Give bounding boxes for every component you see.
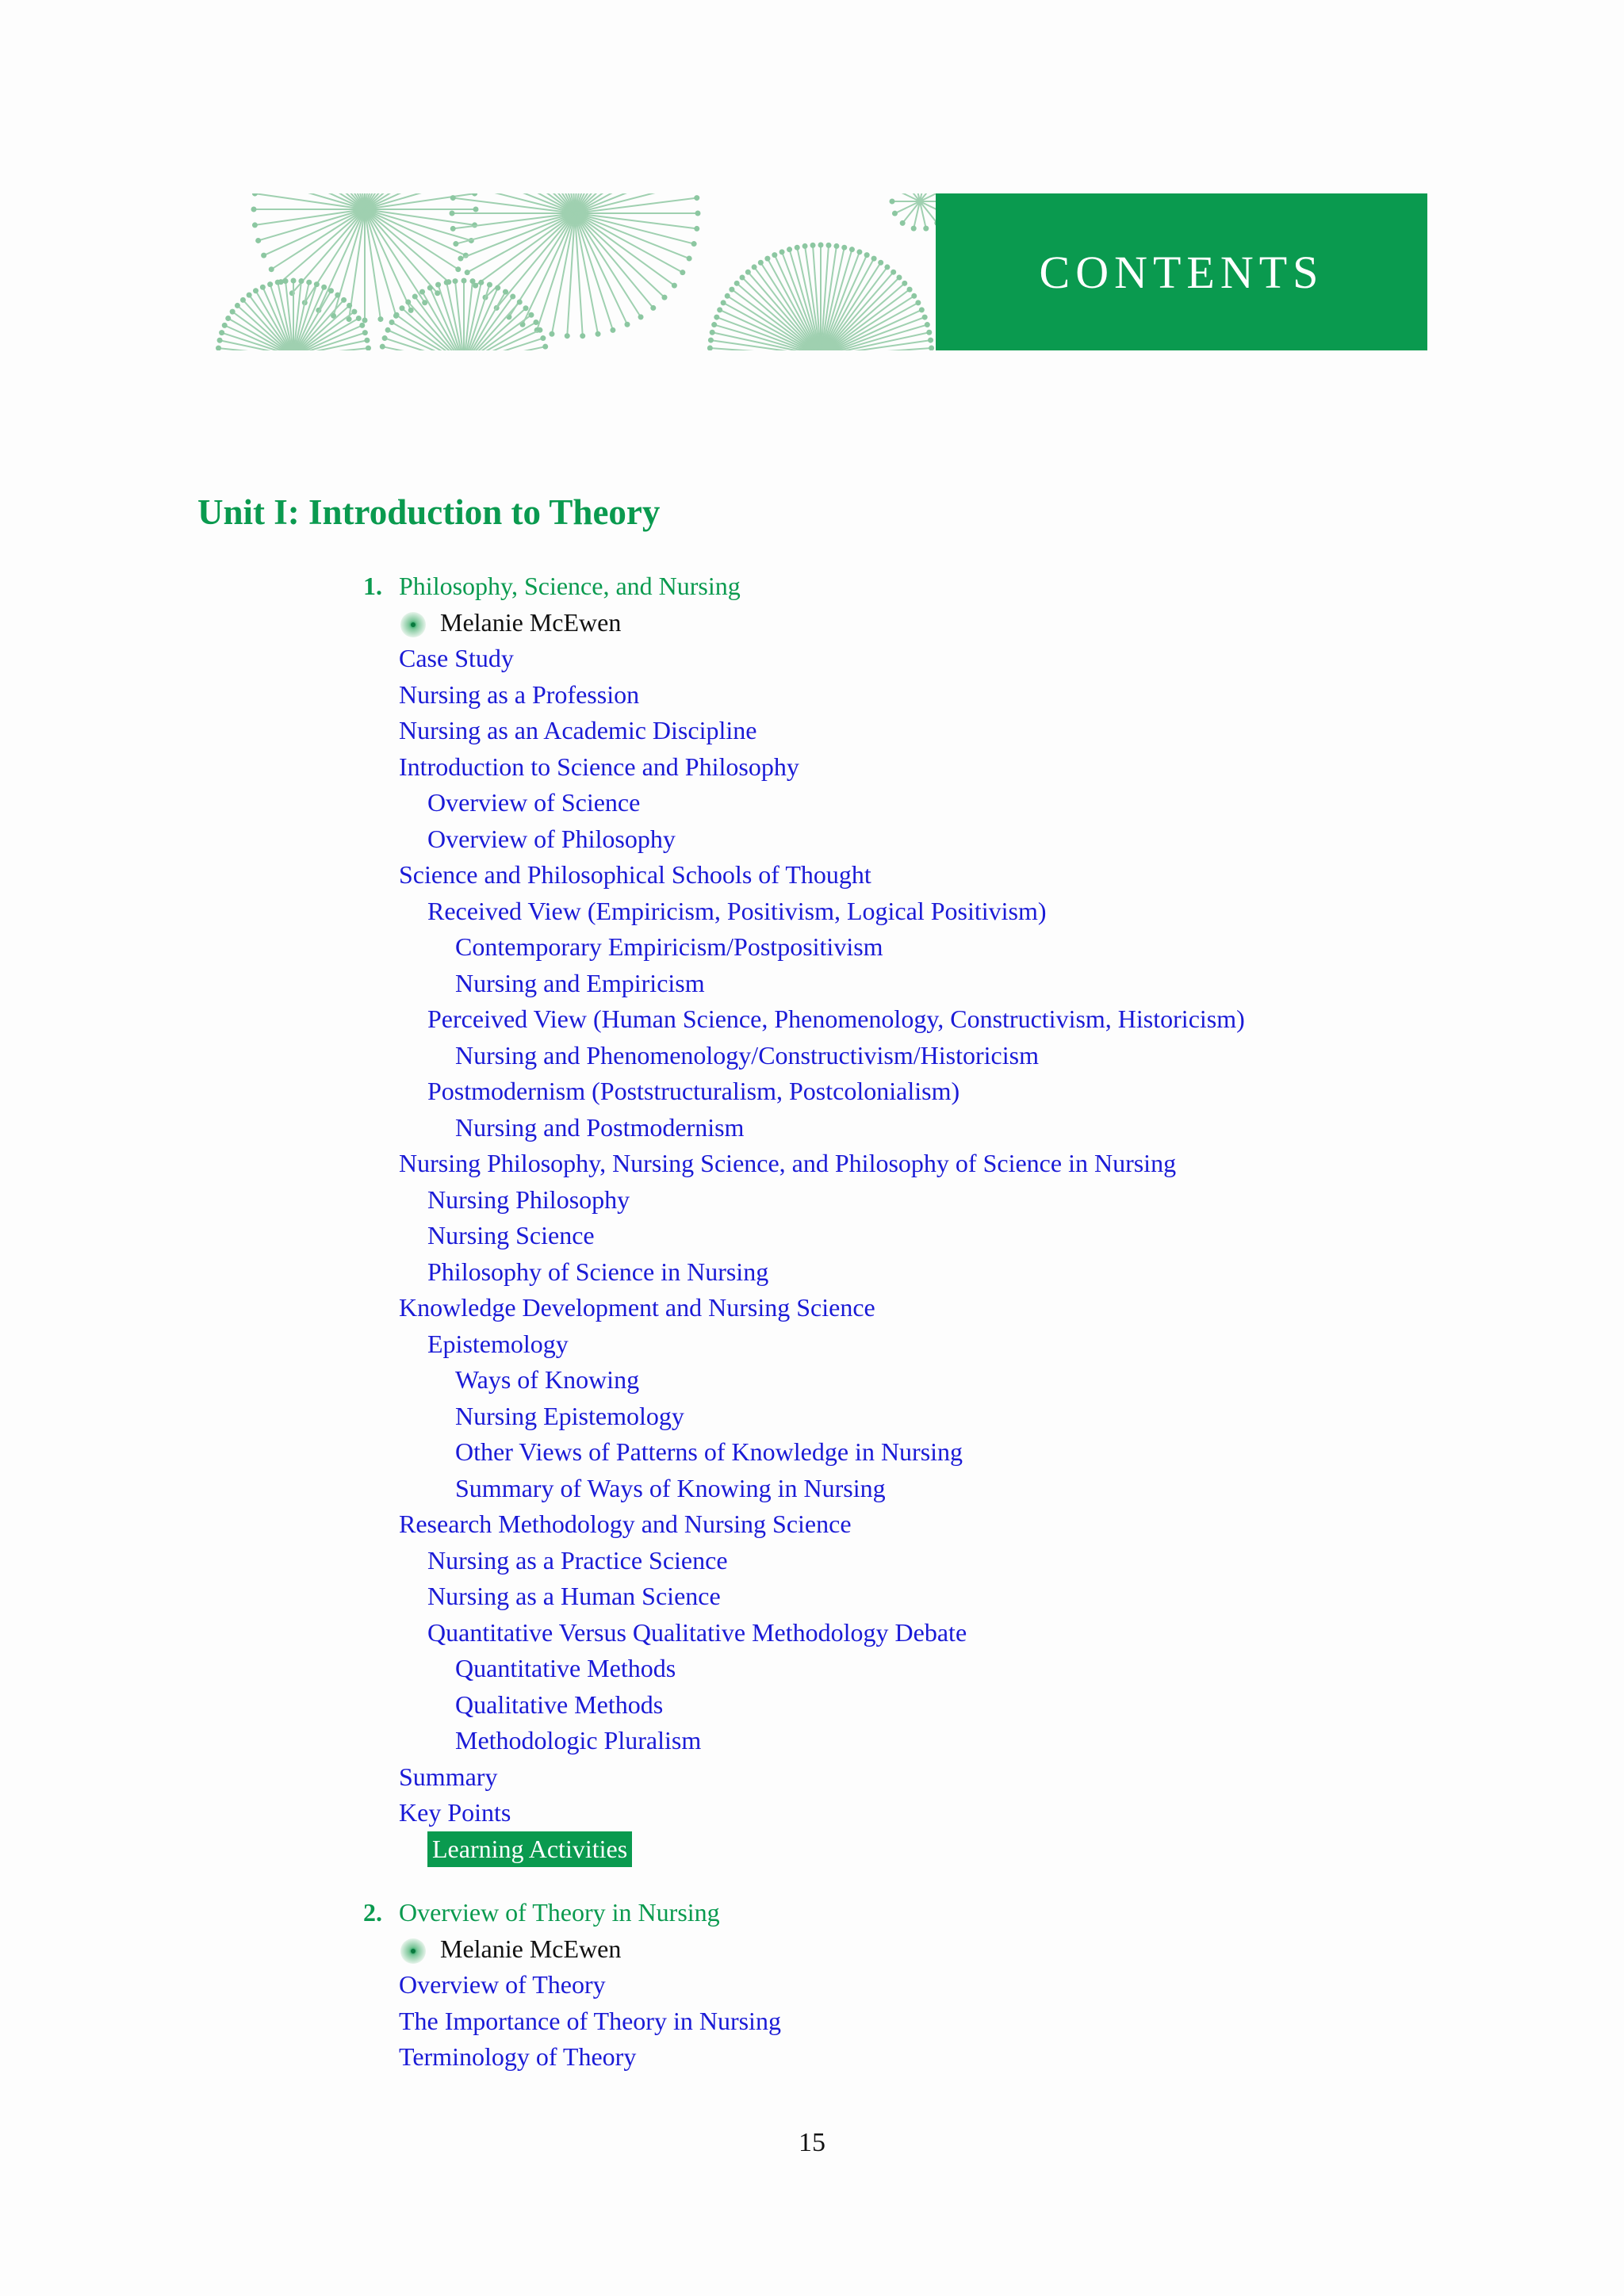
toc-link[interactable]: Quantitative Methods bbox=[455, 1654, 676, 1682]
chapter-title[interactable]: Philosophy, Science, and Nursing bbox=[399, 572, 741, 600]
contents-banner bbox=[202, 193, 1427, 350]
toc-link[interactable]: Key Points bbox=[399, 1798, 511, 1827]
unit-title: Unit I: Introduction to Theory bbox=[197, 492, 661, 532]
toc-link[interactable]: Nursing and Empiricism bbox=[455, 968, 705, 997]
author-badge-icon bbox=[400, 611, 427, 638]
toc-link[interactable]: Terminology of Theory bbox=[399, 2042, 637, 2071]
contents-title: CONTENTS bbox=[1039, 246, 1324, 298]
page-number: 15 bbox=[799, 2128, 825, 2157]
toc-link[interactable]: Quantitative Versus Qualitative Methodology Debate bbox=[427, 1617, 967, 1647]
toc-link[interactable]: Ways of Knowing bbox=[455, 1365, 640, 1394]
toc-link[interactable]: Qualitative Methods bbox=[455, 1689, 664, 1719]
toc-link[interactable]: Case Study bbox=[399, 644, 514, 672]
toc-link[interactable]: Perceived View (Human Science, Phenomenology, Constructivism, Historicism) bbox=[427, 1004, 1245, 1033]
decorative-dandelion-icon bbox=[202, 193, 940, 350]
toc-link[interactable]: Postmodernism (Poststructuralism, Postcolonialism) bbox=[427, 1077, 960, 1105]
toc-link[interactable]: Nursing as an Academic Discipline bbox=[399, 716, 757, 744]
toc-link[interactable]: Nursing as a Profession bbox=[399, 679, 640, 709]
author-name: Melanie McEwen bbox=[440, 607, 622, 637]
toc-link[interactable]: Other Views of Patterns of Knowledge in Nursing bbox=[455, 1437, 963, 1466]
author-name: Melanie McEwen bbox=[440, 1934, 622, 1963]
toc-link[interactable]: Overview of Science bbox=[427, 788, 641, 817]
toc-link[interactable]: Nursing as a Human Science bbox=[427, 1582, 721, 1610]
toc-link[interactable]: Research Methodology and Nursing Science bbox=[399, 1510, 852, 1538]
toc-link[interactable]: Overview of Theory bbox=[399, 1970, 606, 1999]
author-badge-icon bbox=[400, 1938, 427, 1965]
toc-link[interactable]: Nursing Philosophy, Nursing Science, and Philosophy of Science in Nursing bbox=[399, 1149, 1177, 1177]
toc-link[interactable]: Philosophy of Science in Nursing bbox=[427, 1257, 769, 1286]
toc-link[interactable]: Overview of Philosophy bbox=[427, 824, 676, 853]
toc-link[interactable]: Received View (Empiricism, Positivism, Logical Positivism) bbox=[427, 896, 1047, 925]
chapter-number: 1. bbox=[363, 572, 382, 600]
toc-link[interactable]: Methodologic Pluralism bbox=[455, 1726, 702, 1755]
toc-link-highlighted[interactable]: Learning Activities bbox=[427, 1831, 632, 1867]
toc-link[interactable]: Nursing Philosophy bbox=[427, 1184, 630, 1214]
toc-link[interactable]: Contemporary Empiricism/Postpositivism bbox=[455, 932, 883, 961]
toc-link[interactable]: Science and Philosophical Schools of Thought bbox=[399, 860, 871, 889]
contents-header-box bbox=[936, 193, 1427, 350]
toc-link[interactable]: Nursing Science bbox=[427, 1221, 595, 1249]
toc-link[interactable]: Summary of Ways of Knowing in Nursing bbox=[455, 1473, 886, 1502]
toc-link[interactable]: Nursing and Phenomenology/Constructivism/Historicism bbox=[455, 1040, 1039, 1070]
toc-link[interactable]: Knowledge Development and Nursing Science bbox=[399, 1293, 875, 1322]
toc-link[interactable]: The Importance of Theory in Nursing bbox=[399, 2006, 781, 2035]
toc-link[interactable]: Nursing as a Practice Science bbox=[427, 1545, 728, 1575]
chapter-title[interactable]: Overview of Theory in Nursing bbox=[399, 1898, 720, 1927]
toc-link[interactable]: Epistemology bbox=[427, 1329, 569, 1358]
toc-link[interactable]: Summary bbox=[399, 1762, 498, 1791]
toc-link[interactable]: Nursing and Postmodernism bbox=[455, 1112, 745, 1142]
toc-link[interactable]: Introduction to Science and Philosophy bbox=[399, 752, 799, 781]
toc-link[interactable]: Nursing Epistemology bbox=[455, 1401, 684, 1430]
chapter-number: 2. bbox=[363, 1898, 382, 1927]
